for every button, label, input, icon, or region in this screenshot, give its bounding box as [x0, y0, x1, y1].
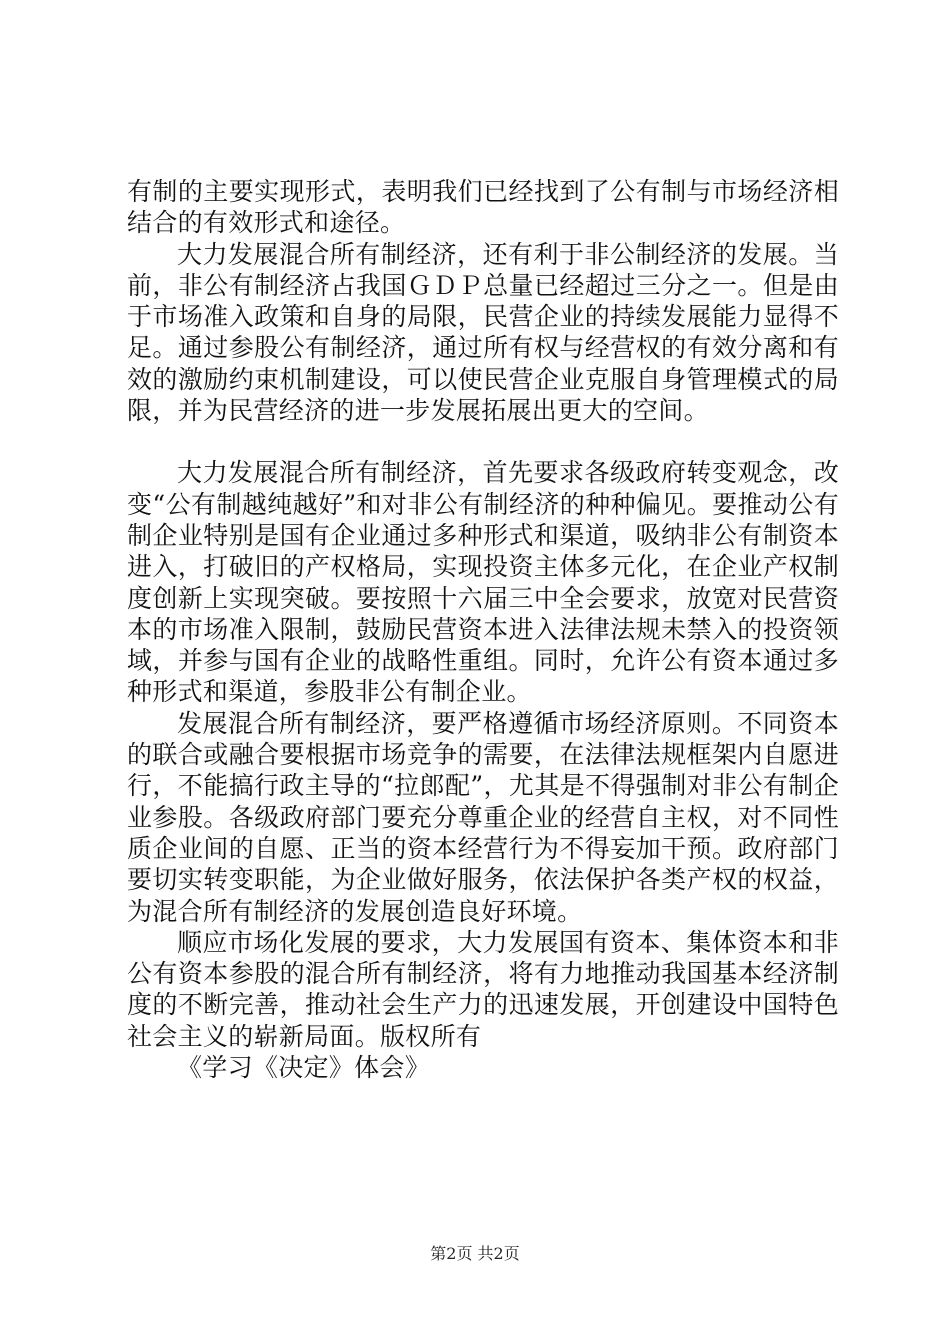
paragraph-non-public-economy: 大力发展混合所有制经济，还有利于非公制经济的发展。当前，非公有制经济占我国ＧＤＰ总量已经超过三分之一。但是由于市场准入政策和自身的局限，民营企业的持续发展能力显得不足。通过参股公有制经济，通过所有权与经营权的有效分离和有效的激励约束机制建设，可以使民营企业克服自身管理模式的局限，并为民营经济的进一步发展拓展出更大的空间。 [127, 239, 839, 426]
page-footer: 第2页 共2页 [430, 1244, 520, 1263]
document-body [127, 176, 839, 1083]
document-title-reference: 《学习《决定》体会》 [177, 1053, 431, 1083]
paragraph-conclusion: 顺应市场化发展的要求，大力发展国有资本、集体资本和非公有资本参股的混合所有制经济，将有力地推动我国基本经济制度的不断完善，推动社会生产力的迅速发展，开创建设中国特色社会主义的崭新局面。版权所有 [127, 927, 839, 1051]
paragraph-market-principles: 发展混合所有制经济，要严格遵循市场经济原则。不同资本的联合或融合要根据市场竞争的需要，在法律法规框架内自愿进行，不能搞行政主导的“拉郎配”，尤其是不得强制对非公有制企业参股。各级政府部门要充分尊重企业的经营自主权，对不同性质企业间的自愿、正当的资本经营行为不得妄加干预。政府部门要切实转变职能，为企业做好服务，依法保护各类产权的权益，为混合所有制经济的发展创造良好环境。 [127, 708, 839, 926]
paragraph-government-role: 大力发展混合所有制经济，首先要求各级政府转变观念，改变“公有制越纯越好”和对非公有制经济的种种偏见。要推动公有制企业特别是国有企业通过多种形式和渠道，吸纳非公有制资本进入，打破旧的产权格局，实现投资主体多元化，在企业产权制度创新上实现突破。要按照十六届三中全会要求，放宽对民营资本的市场准入限制，鼓励民营资本进入法律法规未禁入的投资领域，并参与国有企业的战略性重组。同时，允许公有资本通过多种形式和渠道，参股非公有制企业。 [127, 458, 839, 707]
paragraph-continuation: 有制的主要实现形式，表明我们已经找到了公有制与市场经济相结合的有效形式和途径。 [127, 177, 839, 238]
